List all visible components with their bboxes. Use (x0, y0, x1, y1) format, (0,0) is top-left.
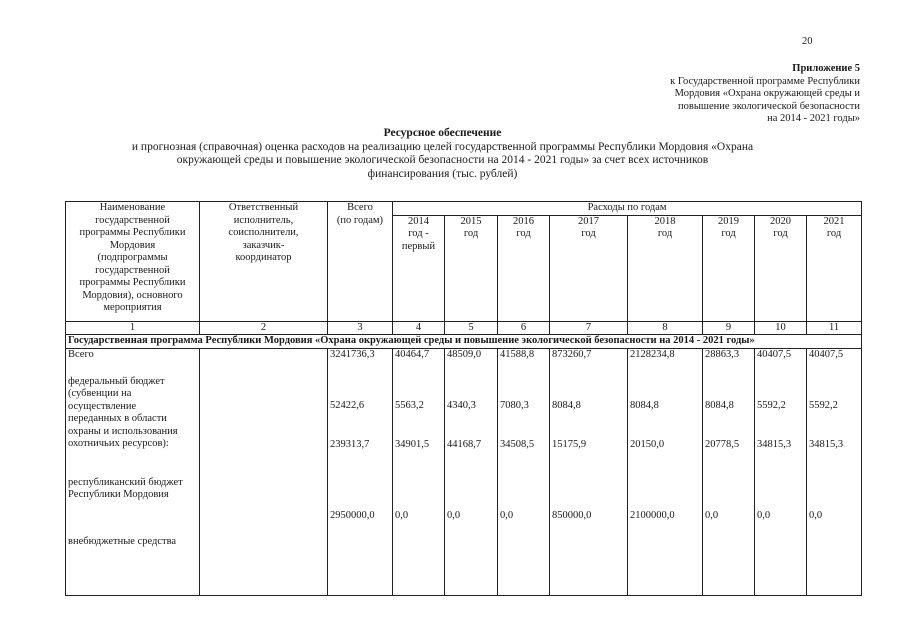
value-column (628, 349, 703, 596)
republic-label-line: Республики Мордовия (68, 489, 169, 500)
value-column (807, 349, 862, 596)
extra-value: 2950000,0 (330, 509, 375, 521)
header-year-line: год (581, 228, 596, 239)
column-number: 4 (393, 321, 445, 335)
header-year-cell (393, 215, 445, 321)
value-column (445, 349, 498, 596)
header-name-line: государственной (95, 214, 170, 226)
total-value: 40407,5 (809, 349, 844, 360)
header-year (552, 216, 625, 241)
republic-value: 34815,3 (757, 439, 792, 450)
header-year-line: 2016 (513, 215, 534, 227)
header-year-line: 2014 (408, 215, 429, 227)
document-subtitle-line: окружающей среды и повышение экологической безопасности на 2014 - 2021 годы» за счет всех источников (176, 154, 709, 166)
republic-value: 20778,5 (705, 439, 740, 450)
extra-value: 2100000,0 (630, 509, 675, 521)
header-year (630, 216, 700, 241)
funding-body-row (66, 349, 862, 596)
header-responsible-cell (200, 202, 328, 322)
header-year-line: год (657, 228, 673, 239)
header-year-line: 2021 (823, 215, 845, 227)
header-total (330, 202, 390, 227)
document-subtitle-line: финансирования (тыс. рублей) (367, 167, 518, 180)
extra-value: 0,0 (809, 509, 823, 521)
extra-value: 0,0 (500, 509, 514, 521)
header-total-line: (по годам) (336, 214, 384, 226)
header-responsible-line: заказчик- (242, 239, 285, 251)
header-name-cell (66, 202, 200, 322)
total-value: 2128234,8 (630, 349, 675, 360)
header-year-line: 2015 (460, 215, 482, 227)
value-column (393, 349, 445, 596)
document-title: Ресурсное обеспечение (383, 127, 502, 139)
header-total-cell (328, 202, 393, 322)
value-column (703, 349, 755, 596)
header-name-line: государственной (95, 264, 170, 276)
header-responsible (202, 202, 325, 265)
extra-value: 0,0 (705, 509, 719, 521)
header-name-line: программы Республики (79, 277, 186, 288)
source-labels-cell (66, 349, 200, 596)
header-name (68, 202, 197, 315)
column-number: 10 (755, 321, 807, 335)
header-year-cell (703, 215, 755, 321)
header-year-line: год (826, 228, 842, 239)
federal-value: 52422,6 (330, 399, 365, 411)
federal-label-line: переданных в области (68, 413, 167, 424)
federal-label-line: охотничьих ресурсов): (68, 438, 169, 449)
column-number: 1 (66, 321, 200, 335)
republic-label-line: республиканский бюджет (68, 476, 183, 488)
header-year-cell (498, 215, 550, 321)
header-year-line: год (721, 228, 736, 239)
header-year-line: год (463, 228, 479, 239)
column-number: 7 (550, 321, 628, 335)
header-year-line: 2018 (654, 215, 676, 227)
header-year (447, 216, 495, 241)
header-year (757, 216, 804, 241)
section-row (66, 335, 862, 349)
header-name-line: Мордовия), основного (82, 289, 183, 301)
republic-value: 15175,9 (552, 439, 587, 450)
column-number: 8 (628, 321, 703, 335)
total-value: 40464,7 (395, 349, 430, 360)
column-number: 5 (445, 321, 498, 335)
header-year-cell (807, 215, 862, 321)
total-value: 3241736,3 (330, 349, 375, 360)
header-year-line: год (516, 228, 531, 239)
federal-value: 5592,2 (757, 399, 786, 411)
header-expenses-group: Расходы по годам (393, 202, 862, 216)
extra-value: 0,0 (447, 509, 461, 521)
header-year-cell (755, 215, 807, 321)
appendix-line: повышение экологической безопасности (678, 100, 860, 112)
section-title: Государственная программа Республики Мордовия «Охрана окружающей среды и повышение экологической безопасности на 2014 - 2021 годы» (66, 335, 862, 349)
extra-value: 0,0 (757, 509, 771, 521)
federal-label-line: охраны и использования (68, 425, 178, 437)
header-year-line: 2019 (718, 215, 739, 227)
header-year-cell (628, 215, 703, 321)
header-year-cell (445, 215, 498, 321)
header-responsible-line: соисполнители, (228, 227, 299, 238)
appendix-block (615, 63, 860, 126)
responsible-empty-cell (200, 349, 328, 596)
value-column (328, 349, 393, 596)
federal-value: 5592,2 (809, 399, 838, 411)
header-name-line: Наименование (99, 202, 166, 213)
federal-value: 5563,2 (395, 399, 424, 411)
document-heading (70, 127, 815, 181)
republic-value: 44168,7 (447, 439, 482, 450)
header-responsible-line: Ответственный (228, 202, 299, 213)
federal-label-line: (субвенции на (68, 388, 132, 399)
appendix-line: к Государственной программе Республики (670, 75, 860, 87)
federal-value: 4340,3 (447, 399, 476, 411)
extra-value: 850000,0 (552, 509, 592, 521)
column-number: 9 (703, 321, 755, 335)
header-year-line: год (773, 228, 788, 239)
federal-value: 7080,3 (500, 399, 529, 411)
column-number: 3 (328, 321, 393, 335)
column-number: 11 (807, 321, 862, 335)
header-year-line: 2017 (578, 215, 599, 227)
header-year-cell (550, 215, 628, 321)
value-column (498, 349, 550, 596)
extra-value: 0,0 (395, 509, 409, 521)
total-value: 40407,5 (757, 349, 792, 360)
total-value: 28863,3 (705, 349, 740, 360)
header-responsible-line: исполнитель, (233, 214, 294, 226)
resource-table (65, 201, 862, 596)
header-responsible-line: координатор (235, 252, 292, 263)
header-name-line: (подпрограммы (97, 252, 168, 263)
header-year-line: первый (401, 240, 436, 252)
value-column (755, 349, 807, 596)
republic-label (68, 477, 197, 502)
column-number-row (66, 321, 862, 335)
republic-value: 34815,3 (809, 439, 844, 450)
header-name-line: программы Республики (79, 227, 186, 238)
value-column (550, 349, 628, 596)
extra-label: внебюджетные средства (68, 535, 177, 547)
total-label: Всего (68, 349, 94, 360)
total-value: 48509,0 (447, 349, 482, 360)
header-year (705, 216, 752, 241)
header-year-line: 2020 (770, 215, 791, 227)
federal-label-line: осуществление (68, 400, 137, 412)
federal-value: 8084,8 (552, 399, 581, 411)
appendix-line: Мордовия «Охрана окружающей среды и (674, 88, 860, 99)
header-name-line: Мордовия (109, 239, 156, 251)
header-total-line: Всего (347, 202, 373, 213)
federal-label-line: федеральный бюджет (68, 375, 165, 387)
republic-value: 34901,5 (395, 439, 430, 450)
federal-label (68, 376, 197, 451)
header-year (500, 216, 547, 241)
federal-value: 8084,8 (705, 399, 734, 411)
header-name-line: мероприятия (103, 302, 162, 313)
appendix-title: Приложение 5 (792, 63, 860, 74)
republic-value: 239313,7 (330, 439, 370, 450)
republic-value: 34508,5 (500, 439, 535, 450)
page-number: 20 (802, 36, 813, 47)
republic-value: 20150,0 (630, 439, 665, 450)
header-year-line: год - (408, 228, 429, 239)
table-header-row (66, 202, 862, 216)
document-subtitle-line: и прогнозная (справочная) оценка расходов на реализацию целей государственной программы Республики Мордовия «Охрана (131, 140, 754, 153)
column-number: 2 (200, 321, 328, 335)
header-year (809, 216, 859, 241)
header-year (395, 216, 442, 254)
federal-value: 8084,8 (630, 399, 659, 411)
total-value: 873260,7 (552, 349, 592, 360)
appendix-line: на 2014 - 2021 годы» (767, 113, 860, 124)
column-number: 6 (498, 321, 550, 335)
total-value: 41588,8 (500, 349, 535, 360)
